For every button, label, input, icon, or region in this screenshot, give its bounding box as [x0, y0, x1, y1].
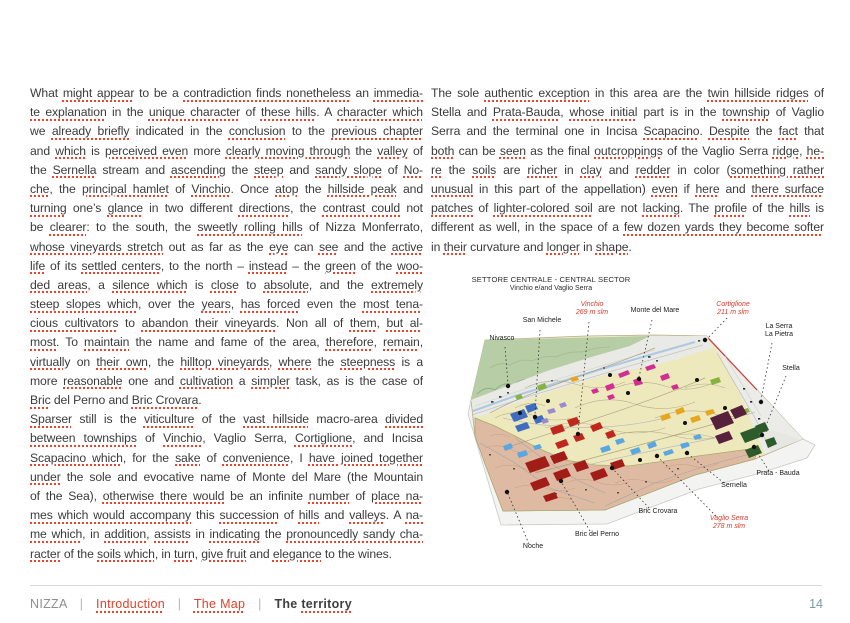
- map-label-bric-del-perno: Bric del Perno: [575, 531, 619, 538]
- footer-link-the-map[interactable]: The Map: [193, 597, 246, 611]
- map-label-vaglio-serra: Vaglio Serra 278 m slm: [709, 515, 749, 530]
- map-label-la-serra: La Serra La Pietra: [764, 323, 794, 338]
- text-line: ded areas, a silence which is close to absolute, and the extremely: [30, 277, 423, 292]
- map-label-cortiglione: Cortiglione 211 m slm: [716, 301, 750, 316]
- text-line: unusual in this part of the appellation) even if here and there surface: [431, 181, 824, 196]
- text-line: steep slopes which, over the years, has forced even the most tena-: [30, 297, 423, 312]
- text-line: me which, in addition, assists in indicating the pronouncedly sandy cha-: [30, 527, 423, 542]
- terrain-map-illustration: [455, 268, 850, 583]
- text-line: we already briefly indicated in the conclusion to the previous chapter: [30, 124, 423, 139]
- left-text-column: [30, 84, 423, 564]
- map-label-san-michele: San Michele: [522, 317, 562, 324]
- text-line: both can be seen as the final outcroppings of the Vaglio Serra ridge, he-: [431, 143, 824, 158]
- text-line: cious cultivators to abandon their vineyards. Non all of them, but al-: [30, 316, 423, 331]
- text-line: patches of lighter-colored soil are not lacking. The profile of the hills is: [431, 201, 824, 216]
- text-line: virtually on their own, the hilltop vineyards, where the steepness is a: [30, 354, 423, 369]
- right-text-column: [431, 84, 824, 257]
- text-line: and which is perceived even more clearly moving through the valley of: [30, 143, 423, 158]
- footer-separator: |: [79, 597, 84, 611]
- map-label-sernella: Sernella: [721, 482, 747, 489]
- text-line: What might appear to be a contradiction finds nonetheless an immedia-: [30, 86, 423, 100]
- text-line: Sparser still is the viticulture of the vast hillside macro-area divided: [30, 412, 423, 427]
- map-label-monte-del-mare: Monte del Mare: [630, 307, 680, 314]
- text-line: Serra and the terminal one in Incisa Scapacino. Despite the fact that: [431, 124, 824, 139]
- footer-breadcrumb: [30, 597, 352, 611]
- text-line: te explanation in the unique character of these hills. A character which: [30, 105, 423, 120]
- text-line: under the sole and evocative name of Monte del Mare (the Mountain: [30, 469, 423, 484]
- text-line: Scapacino which, for the sake of convenience, I have joined together: [30, 450, 423, 465]
- text-line: in their curvature and longer in shape.: [431, 239, 632, 254]
- map-label-bric-crovara: Bric Crovara: [638, 508, 678, 515]
- text-line: the Sernella stream and ascending the steep and sandy slope of No-: [30, 162, 423, 177]
- terrain-map-figure: [455, 268, 850, 583]
- footer-separator: |: [258, 597, 262, 611]
- text-line: life of its settled centers, to the north – instead – the green of the woo-: [30, 258, 423, 273]
- text-line: Stella and Prata-Bauda, whose initial part is in the township of Vaglio: [431, 105, 824, 120]
- text-line: Bric del Perno and Bric Crovara.: [30, 393, 202, 407]
- map-label-vinchio: Vinchio 269 m slm: [575, 301, 609, 316]
- text-line: most. To maintain the name and fame of the area, therefore, remain,: [30, 335, 423, 350]
- text-line: mes which would accompany this succession of hills and valleys. A na-: [30, 508, 423, 523]
- map-label-stella: Stella: [782, 365, 800, 372]
- footer-divider: [30, 585, 822, 586]
- map-title-line2: Vinchio e/and Vaglio Serra: [509, 285, 593, 292]
- footer-link-introduction[interactable]: Introduction: [96, 597, 165, 611]
- map-title-line1: SETTORE CENTRALE - CENTRAL SECTOR: [471, 275, 631, 284]
- text-line: che, the principal hamlet of Vinchio. Once atop the hillside peak and: [30, 181, 423, 196]
- footer-brand: NIZZA: [30, 597, 67, 611]
- page-number: 14: [809, 597, 823, 611]
- text-line: between townships of Vinchio, Vaglio Serra, Cortiglione, and Incisa: [30, 431, 423, 446]
- map-label-prata-bauda: Prata - Bauda: [756, 470, 800, 477]
- map-label-nivasco: Nivasco: [489, 335, 515, 342]
- map-label-noche: Noche: [522, 543, 544, 550]
- text-line: re the soils are richer in clay and redder in color (something rather: [431, 162, 824, 177]
- text-line: turning one’s glance in two different directions, the contrast could not: [30, 201, 423, 216]
- text-line: The sole authentic exception in this area are the twin hillside ridges of: [431, 86, 824, 100]
- footer-current-section: The territory: [274, 597, 352, 611]
- text-line: of the Sea), otherwise there would be an infinite number of place na-: [30, 488, 423, 503]
- text-line: whose vineyards stretch out as far as the eye can see and the active: [30, 239, 423, 254]
- footer-separator: |: [177, 597, 182, 611]
- text-line: more reasonable one and cultivation a simpler task, as is the case of: [30, 373, 423, 388]
- text-line: racter of the soils which, in turn, give fruit and elegance to the wines.: [30, 546, 392, 561]
- text-line: be clearer: to the south, the sweetly rolling hills of Nizza Monferrato,: [30, 220, 423, 235]
- text-line: different as well, in the space of a few dozen yards they become softer: [431, 220, 824, 235]
